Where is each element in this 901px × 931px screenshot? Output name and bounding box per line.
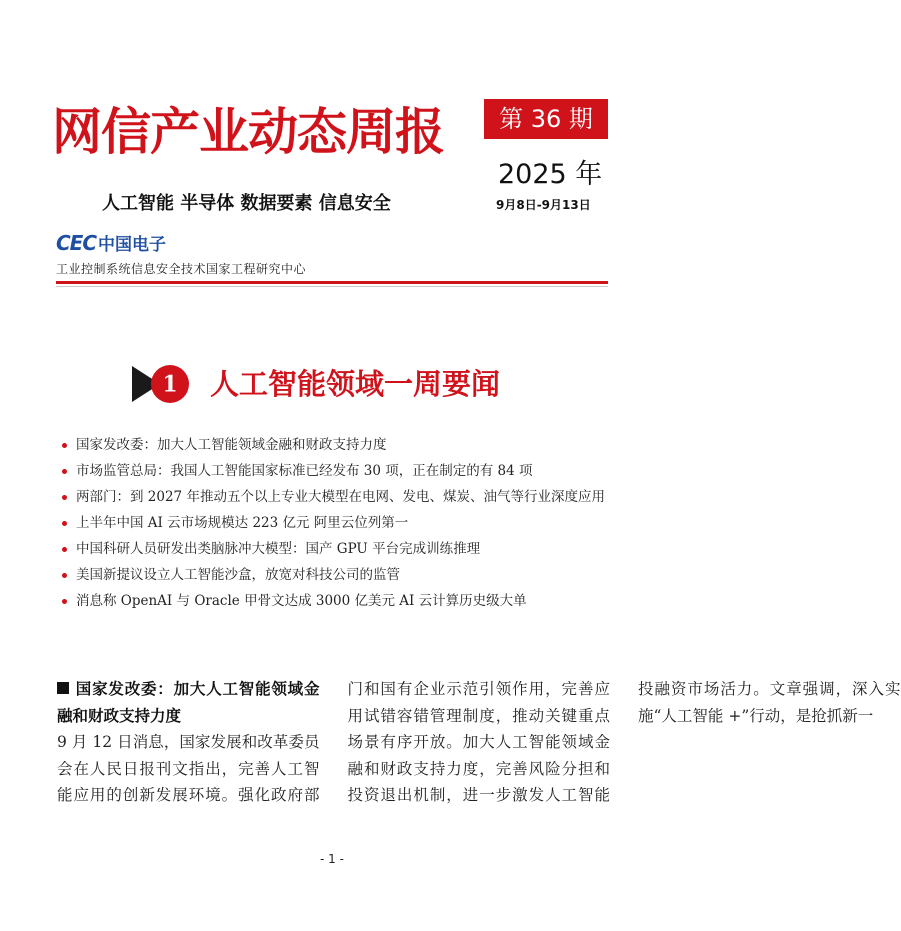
highlight-item: 中国科研人员研发出类脑脉冲大模型：国产 GPU 平台完成训练推理: [60, 536, 620, 562]
article: [57, 676, 901, 826]
cec-logo: [56, 230, 166, 256]
report-title: 网信产业动态周报: [52, 102, 444, 161]
article-heading-text: 国家发改委：加大人工智能领域金融和财政支持力度: [57, 679, 320, 725]
date-range: 9月8日-9月13日: [496, 198, 591, 212]
highlight-item: 两部门：到 2027 年推动五个以上专业大模型在电网、发电、煤炭、油气等行业深度应用: [60, 484, 620, 510]
highlight-item: 美国新提议设立人工智能沙盒，放宽对科技公司的监管: [60, 562, 620, 588]
square-bullet-icon: [57, 682, 69, 694]
section-number: 1: [162, 371, 178, 398]
highlights-list: [60, 432, 620, 614]
page-number: - 1 -: [320, 852, 344, 866]
issue-badge: 第 36 期: [484, 99, 608, 139]
play-badge-icon: [130, 360, 194, 408]
logo-brand-text: CEC: [56, 231, 97, 255]
organization-name: 工业控制系统信息安全技术国家工程研究中心: [56, 262, 307, 276]
highlight-item: 市场监管总局：我国人工智能国家标准已经发布 30 项，正在制定的有 84 项: [60, 458, 620, 484]
article-body: 9 月 12 日消息，国家发展和改革委员会在人民日报刊文指出，完善人工智能应用的创新发展环境。强化政府部门和国有企业示范引领作用，完善应用试错容错管理制度，推动关键重点场景有序开放。加大人工智能领域金融和财政支持力度，完善风险分担和投资退出机制，进一步激发人工智能投融资市场活力。文章强调，深入实施“人工智能 +”行动，是抢抓新一: [57, 680, 901, 804]
section-title: 人工智能领域一周要闻: [210, 367, 501, 401]
header-divider-gray: [56, 286, 608, 287]
logo-name-text: 中国电子: [98, 235, 167, 255]
report-year: 2025 年: [498, 159, 603, 190]
highlight-item: 国家发改委：加大人工智能领域金融和财政支持力度: [60, 432, 620, 458]
header-divider-red: [56, 281, 608, 284]
highlight-item: 上半年中国 AI 云市场规模达 223 亿元 阿里云位列第一: [60, 510, 620, 536]
report-subtitle: 人工智能 半导体 数据要素 信息安全: [102, 193, 391, 214]
highlight-item: 消息称 OpenAI 与 Oracle 甲骨文达成 3000 亿美元 AI 云计算历史级大单: [60, 588, 620, 614]
article-heading: [57, 676, 320, 729]
